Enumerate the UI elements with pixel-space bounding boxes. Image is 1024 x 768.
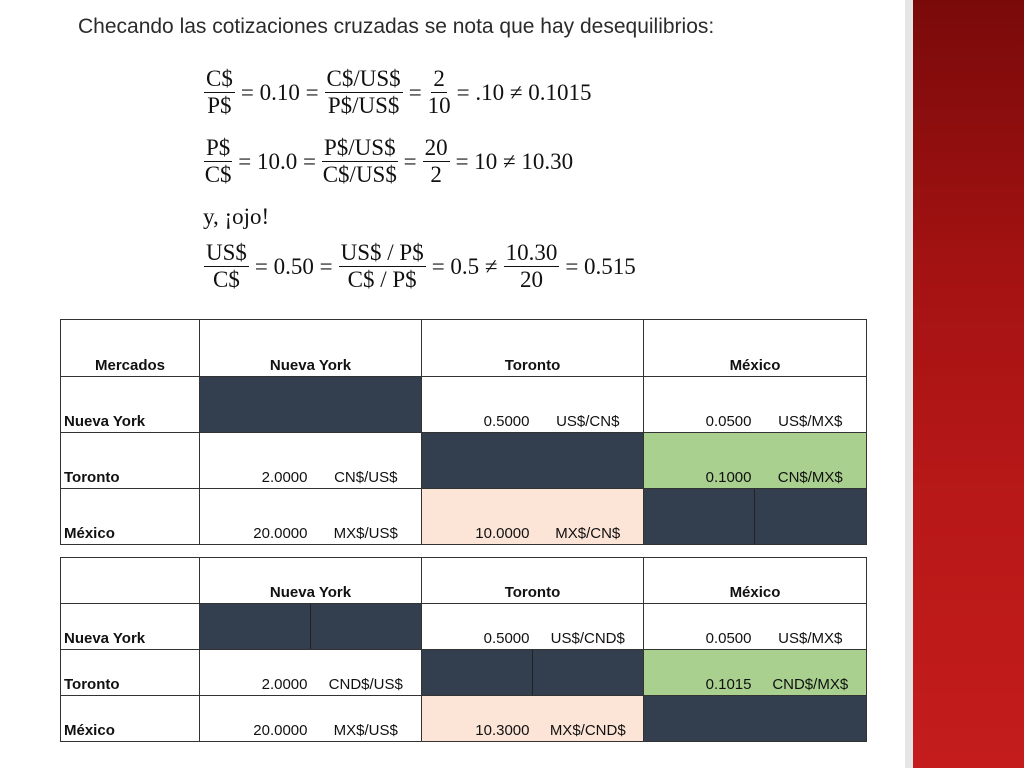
eq1-result: = .10 ≠ 0.1015	[456, 79, 592, 105]
exchange-rate-table-2	[60, 557, 867, 742]
equation-1	[200, 66, 594, 119]
eq3-lhs-denominator: C$	[213, 267, 240, 292]
header-blank	[61, 558, 200, 604]
eq2-right-fraction	[423, 135, 450, 188]
eq3-right-numerator: 10.30	[505, 240, 558, 265]
eq1-mid-denominator: P$/US$	[327, 93, 400, 118]
header-nueva-york: Nueva York	[200, 558, 422, 604]
eq3-equals-2: = 0.5 ≠	[431, 253, 498, 279]
row-label-nueva-york: Nueva York	[61, 377, 200, 433]
header-nueva-york: Nueva York	[200, 320, 422, 377]
header-mercados: Mercados	[61, 320, 200, 377]
cell-value: 0.5000	[422, 604, 533, 650]
eq2-mid-numerator: P$/US$	[324, 135, 396, 160]
slide-sidebar-edge	[905, 0, 913, 768]
cell-value: 0.0500	[644, 604, 755, 650]
cell-unit-highlight: MX$/CN$	[533, 489, 644, 545]
eq3-mid-fraction	[339, 240, 426, 293]
empty-diagonal-cell	[422, 650, 533, 696]
table-row	[61, 604, 867, 650]
row-label-toronto: Toronto	[61, 650, 200, 696]
table-header-row	[61, 320, 867, 377]
cell-unit-highlight: CND$/MX$	[755, 650, 867, 696]
cell-unit-highlight: CN$/MX$	[755, 433, 867, 489]
empty-diagonal-cell	[200, 377, 422, 433]
empty-diagonal-cell	[533, 650, 644, 696]
eq1-lhs-fraction	[204, 66, 235, 119]
cell-unit: CN$/US$	[311, 433, 422, 489]
eq1-mid-fraction	[325, 66, 403, 119]
cell-value-highlight: 10.3000	[422, 696, 533, 742]
cell-unit: US$/CND$	[533, 604, 644, 650]
cell-value: 20.0000	[200, 696, 311, 742]
cell-unit: US$/MX$	[755, 604, 867, 650]
slide-heading: Checando las cotizaciones cruzadas se nota que hay desequilibrios:	[78, 15, 715, 38]
cell-unit: MX$/US$	[311, 696, 422, 742]
slide-sidebar-decoration	[913, 0, 1024, 768]
eq2-mid-fraction	[322, 135, 398, 188]
eq3-equals-1: = 0.50 =	[254, 253, 333, 279]
equation-2	[200, 135, 575, 188]
eq3-lhs-numerator: US$	[206, 240, 247, 265]
table-row	[61, 377, 867, 433]
empty-diagonal-cell	[755, 489, 867, 545]
empty-diagonal-cell	[644, 489, 755, 545]
exchange-rate-table-1	[60, 319, 867, 545]
row-label-toronto: Toronto	[61, 433, 200, 489]
cell-unit: MX$/US$	[311, 489, 422, 545]
eq2-equals-1: = 10.0 =	[238, 148, 316, 174]
eq3-right-denominator: 20	[519, 267, 543, 292]
eq1-right-numerator: 2	[433, 66, 445, 91]
row-label-nueva-york: Nueva York	[61, 604, 200, 650]
eq2-result: = 10 ≠ 10.30	[455, 148, 574, 174]
cell-value: 0.0500	[644, 377, 755, 433]
eq1-mid-numerator: C$/US$	[326, 66, 401, 91]
eq1-equals-2: =	[408, 79, 422, 105]
eq3-mid-denominator: C$ / P$	[347, 267, 417, 292]
table-header-row	[61, 558, 867, 604]
eq2-lhs-denominator: C$	[204, 162, 232, 187]
equation-3	[200, 240, 638, 293]
eq3-lhs-fraction	[204, 240, 249, 293]
eq1-equals-1: = 0.10 =	[240, 79, 319, 105]
cell-value: 20.0000	[200, 489, 311, 545]
header-mexico: México	[644, 320, 867, 377]
header-toronto: Toronto	[422, 320, 644, 377]
row-label-mexico: México	[61, 696, 200, 742]
eq2-equals-2: =	[403, 148, 417, 174]
table-row	[61, 696, 867, 742]
eq2-lhs-numerator: P$	[206, 135, 231, 160]
eq2-right-denominator: 2	[430, 162, 442, 187]
header-toronto: Toronto	[422, 558, 644, 604]
eq3-result: = 0.515	[565, 253, 636, 279]
eq2-lhs-fraction	[204, 135, 232, 188]
table-row	[61, 650, 867, 696]
cell-unit: US$/CN$	[533, 377, 644, 433]
cell-unit: CND$/US$	[311, 650, 422, 696]
eq2-mid-denominator: C$/US$	[322, 162, 397, 187]
cell-value-highlight: 0.1000	[644, 433, 755, 489]
eq3-right-fraction	[504, 240, 560, 293]
eq1-right-denominator: 10	[427, 93, 451, 118]
empty-diagonal-cell	[311, 604, 422, 650]
eq1-right-fraction	[428, 66, 451, 119]
cell-unit: US$/MX$	[755, 377, 867, 433]
table-row	[61, 433, 867, 489]
eq3-mid-numerator: US$ / P$	[340, 240, 424, 265]
cell-value: 0.5000	[422, 377, 533, 433]
ojo-note: y, ¡ojo!	[203, 204, 270, 229]
table-row	[61, 489, 867, 545]
eq1-lhs-denominator: P$	[207, 93, 232, 118]
cell-value-highlight: 0.1015	[644, 650, 755, 696]
empty-diagonal-cell	[644, 696, 867, 742]
empty-diagonal-cell	[200, 604, 311, 650]
row-label-mexico: México	[61, 489, 200, 545]
eq2-right-numerator: 20	[424, 135, 448, 160]
cell-unit-highlight: MX$/CND$	[533, 696, 644, 742]
cell-value-highlight: 10.0000	[422, 489, 533, 545]
empty-diagonal-cell	[422, 433, 644, 489]
cell-value: 2.0000	[200, 650, 311, 696]
cell-value: 2.0000	[200, 433, 311, 489]
eq1-lhs-numerator: C$	[206, 66, 233, 91]
header-mexico: México	[644, 558, 867, 604]
